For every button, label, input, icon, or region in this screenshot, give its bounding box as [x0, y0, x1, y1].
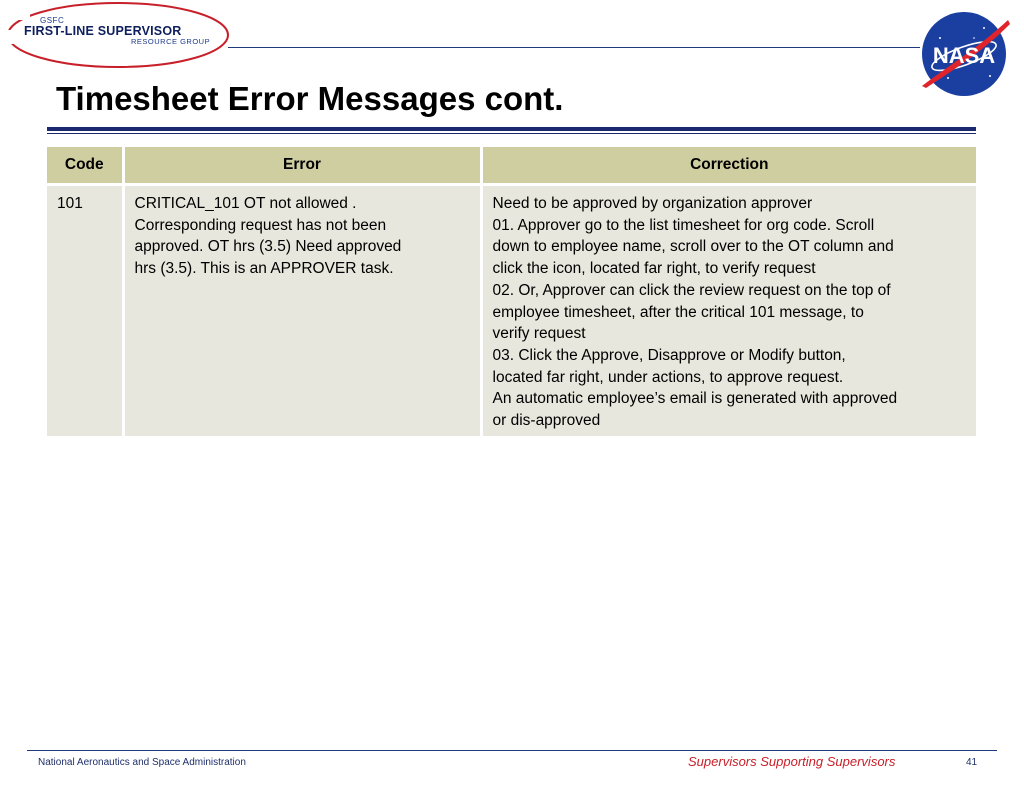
cell-code: 101: [47, 185, 123, 436]
correction-line: An automatic employee’s email is generated with approved: [492, 390, 898, 408]
column-header-correction: Correction: [481, 147, 976, 185]
cell-correction: [481, 185, 976, 436]
logo-gsfc-text: GSFC: [40, 16, 65, 25]
correction-line: Need to be approved by organization approver: [492, 195, 813, 212]
footer-tagline: Supervisors Supporting Supervisors: [688, 754, 896, 769]
table-row: [47, 185, 976, 436]
table-header-row: [47, 147, 976, 185]
correction-line: or dis-approved: [492, 412, 601, 430]
error-line: Corresponding request has not been: [134, 216, 387, 234]
correction-line: 02. Or, Approver can click the review request on the top of: [492, 281, 891, 299]
column-header-error: Error: [123, 147, 481, 185]
correction-line: located far right, under actions, to approve request.: [492, 368, 844, 386]
correction-line: employee timesheet, after the critical 101 message, to: [492, 303, 864, 321]
correction-line: 01. Approver go to the list timesheet for org code. Scroll: [492, 216, 875, 234]
correction-line: 03. Click the Approve, Disapprove or Modify button,: [492, 346, 846, 364]
page-number: 41: [966, 757, 978, 768]
logo-resource-group-text: RESOURCE GROUP: [131, 37, 211, 46]
error-line: CRITICAL_101 OT not allowed .: [134, 195, 357, 212]
error-line: approved. OT hrs (3.5) Need approved: [134, 238, 402, 256]
correction-line: click the icon, located far right, to verify request: [492, 260, 816, 278]
title-rule-thin: [47, 133, 976, 134]
logo-first-line-text: FIRST-LINE SUPERVISOR: [24, 24, 182, 38]
error-line: hrs (3.5). This is an APPROVER task.: [134, 260, 394, 278]
nasa-logo-text: NASA: [932, 43, 996, 68]
page-title: Timesheet Error Messages cont.: [56, 80, 564, 117]
correction-line: down to employee name, scroll over to the OT column and: [492, 238, 894, 256]
footer-agency: National Aeronautics and Space Administration: [38, 757, 246, 768]
title-rule-thick: [47, 127, 976, 131]
nasa-logo-icon: [918, 8, 1010, 100]
header-divider: [228, 47, 920, 48]
correction-line: verify request: [492, 325, 586, 343]
cell-error: [123, 185, 481, 436]
footer-divider: [27, 750, 997, 751]
column-header-code: Code: [47, 147, 123, 185]
fls-logo: [0, 0, 240, 80]
error-table: [47, 147, 976, 436]
